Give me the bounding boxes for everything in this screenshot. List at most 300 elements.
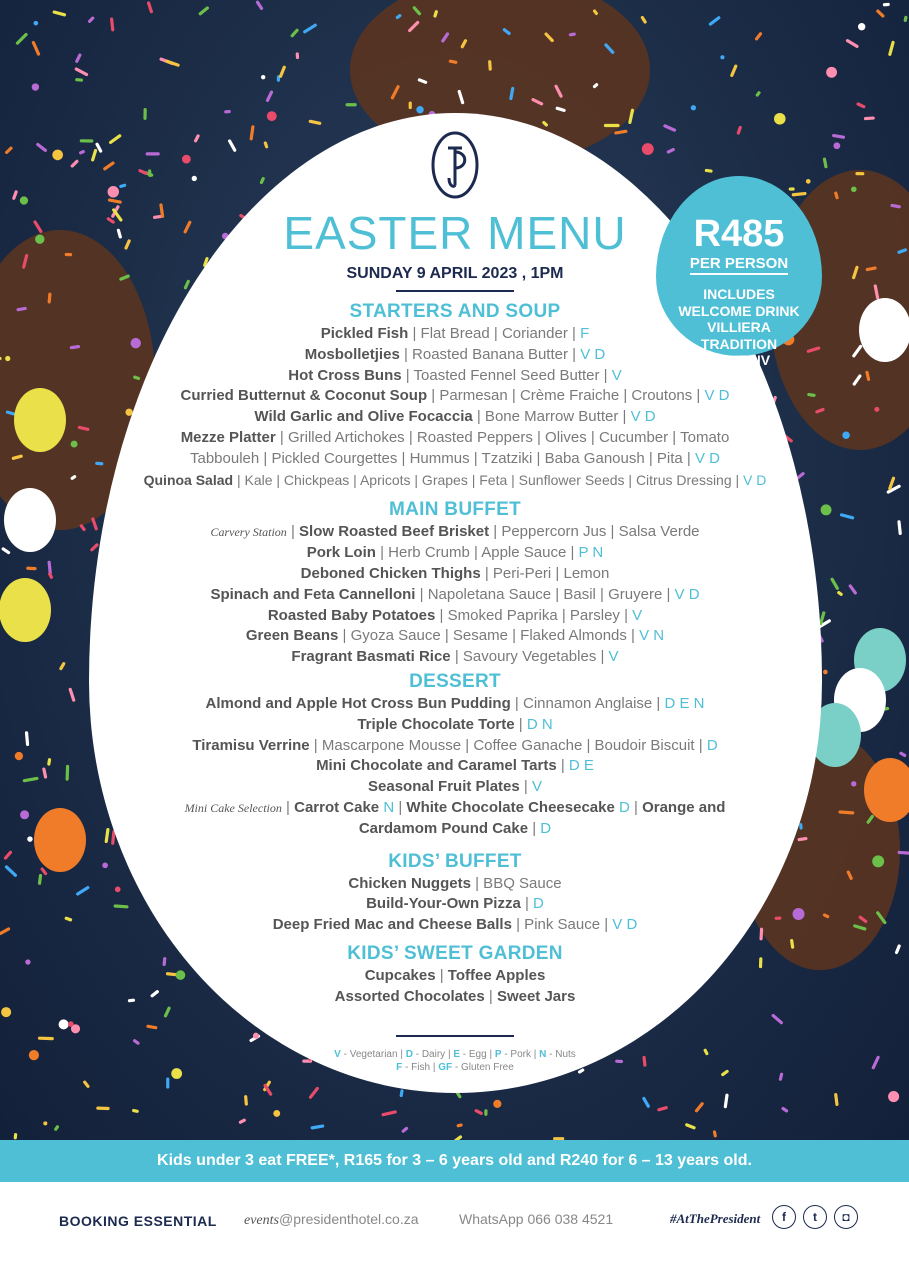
candy-dot: [806, 179, 811, 184]
dietary-tag: V: [608, 648, 619, 666]
sprinkle: [456, 1123, 463, 1128]
menu-item: [100, 819, 810, 840]
sprinkle: [59, 661, 66, 670]
menu-item: [100, 428, 810, 449]
sprinkle: [263, 141, 268, 149]
candy-dot: [261, 75, 265, 79]
dish-details: - Dairy |: [412, 1049, 454, 1060]
sprinkle: [399, 1089, 403, 1097]
dietary-tag: P N: [578, 544, 604, 562]
candy-dot: [20, 810, 29, 819]
includes-line: VILLIERA: [707, 319, 771, 335]
dish-name: Deboned Chicken Thighs: [300, 564, 481, 582]
station-label: Carvery Station: [210, 525, 287, 540]
email-link[interactable]: [244, 1211, 419, 1229]
section-title: DESSERT: [409, 670, 501, 692]
candy-dot: [68, 1021, 74, 1027]
dietary-tag: F: [580, 325, 590, 342]
legend-key: F: [396, 1062, 403, 1073]
sprinkle: [755, 91, 761, 98]
legend-key: D: [405, 1049, 413, 1060]
dish-details: | Grilled Artichokes | Roasted Peppers | Olives | Cucumber | Tomato: [275, 428, 730, 446]
dish-name: Mosbolletjies: [304, 345, 400, 363]
sprinkle: [79, 150, 86, 155]
dish-details: |: [281, 798, 295, 816]
candy-dot: [416, 106, 423, 113]
sprinkle: [296, 52, 300, 59]
sprinkle: [132, 1039, 140, 1046]
dietary-tag: V D: [580, 345, 606, 363]
candy-dot: [833, 142, 840, 149]
sprinkle: [143, 108, 146, 120]
footer: [0, 1182, 909, 1276]
sprinkle: [138, 169, 148, 176]
menu-section: [100, 850, 810, 936]
candy-dot: [826, 67, 837, 78]
sprinkle: [663, 124, 677, 133]
dish-details: |: [394, 798, 407, 816]
candy-dot: [71, 441, 78, 448]
candy-dot: [32, 83, 39, 90]
divider: [396, 1035, 514, 1037]
dish-name: Fragrant Basmati Rice: [291, 648, 451, 666]
menu-section: [100, 942, 810, 1008]
dish-details: | Gyoza Sauce | Sesame | Flaked Almonds |: [338, 627, 640, 645]
sprinkle: [82, 1080, 90, 1089]
dish-details: |: [514, 715, 527, 733]
dietary-tag: V N: [639, 627, 665, 645]
dish-name: Cupcakes: [364, 966, 436, 984]
sprinkle: [4, 865, 17, 878]
dietary-tag: V: [632, 606, 643, 624]
dish-details: | Bone Marrow Butter |: [472, 408, 631, 426]
booking-essential-label: BOOKING ESSENTIAL: [59, 1213, 217, 1229]
dish-details: |: [435, 966, 448, 984]
dish-name: White Chocolate Cheesecake: [406, 798, 615, 816]
dish-details: | Toasted Fennel Seed Butter |: [401, 366, 612, 384]
sprinkle: [640, 15, 647, 24]
candy-dot: [642, 143, 654, 155]
sprinkle: [381, 1110, 397, 1117]
sprinkle: [96, 1106, 109, 1110]
sprinkle: [730, 64, 738, 77]
dish-details: | Pink Sauce |: [511, 916, 613, 934]
dish-details: |: [528, 819, 541, 837]
candy-dot: [35, 234, 44, 243]
sprinkle: [604, 124, 620, 127]
candy-dot: [1, 1007, 11, 1017]
dish-name: Chicken Nuggets: [348, 874, 471, 892]
candy-egg: [14, 388, 66, 452]
candy-dot: [821, 504, 832, 515]
sprinkle: [308, 119, 321, 125]
candy-dot: [823, 670, 828, 675]
sprinkle: [871, 1055, 880, 1070]
candy-dot: [493, 1100, 501, 1108]
sprinkle: [708, 16, 721, 27]
includes-line: WELCOME DRINK: [678, 302, 800, 319]
dietary-tag: D E N: [664, 694, 705, 712]
sprinkle: [694, 1102, 704, 1113]
sprinkle: [290, 28, 299, 38]
sprinkle: [401, 1126, 409, 1133]
candy-dot: [15, 752, 23, 760]
sprinkle: [38, 1037, 54, 1041]
dish-name: Carrot Cake: [294, 798, 380, 816]
legend-key: E: [453, 1049, 460, 1060]
per-person-label: PER PERSON: [690, 255, 788, 275]
instagram-icon[interactable]: ◘: [834, 1205, 858, 1229]
dish-details: | BBQ Sauce: [470, 874, 562, 892]
menu-item: [100, 449, 810, 470]
legend-line: [100, 1061, 810, 1074]
sprinkle: [903, 16, 907, 23]
sprinkle: [91, 149, 98, 162]
legend-key: GF: [438, 1062, 453, 1073]
dietary-tag: N: [383, 798, 395, 816]
sprinkle: [823, 157, 828, 168]
sprinkle: [119, 183, 127, 188]
dish-name: Roasted Baby Potatoes: [267, 606, 436, 624]
sprinkle: [193, 134, 200, 143]
dietary-tag: D: [706, 736, 718, 754]
sprinkle: [166, 1078, 169, 1089]
menu-item: [100, 407, 810, 428]
candy-dot: [29, 1050, 39, 1060]
sprinkle: [47, 572, 53, 580]
sprinkle: [198, 6, 210, 16]
sprinkle: [894, 944, 901, 955]
sprinkle: [310, 1124, 324, 1130]
sprinkle: [888, 40, 895, 56]
dish-details: |: [556, 757, 569, 775]
dietary-tag: D: [533, 895, 544, 913]
sprinkle: [31, 40, 40, 56]
sprinkle: [771, 1013, 784, 1025]
sprinkle: [736, 125, 742, 135]
menu-item: [100, 798, 810, 819]
sprinkle: [224, 110, 231, 114]
sprinkle: [146, 152, 160, 155]
price-amount: R485: [693, 213, 785, 255]
candy-dot: [774, 113, 786, 125]
candy-dot: [888, 1091, 899, 1102]
sprinkle: [75, 885, 90, 896]
dish-details: | Flat Bread | Coriander |: [408, 325, 581, 342]
sprinkle: [685, 1123, 696, 1130]
sprinkle: [68, 687, 75, 702]
menu-item: [100, 606, 810, 627]
sprinkle: [346, 103, 357, 106]
sprinkle: [52, 10, 66, 17]
dish-details: |: [519, 778, 532, 796]
dish-name: Pork Loin: [306, 544, 376, 562]
whatsapp-contact[interactable]: WhatsApp 066 038 4521: [459, 1211, 614, 1227]
sprinkle: [22, 777, 38, 783]
candy-dot: [851, 781, 856, 786]
sprinkle: [837, 590, 844, 596]
sprinkle: [255, 0, 263, 11]
sprinkle: [65, 765, 69, 781]
menu-item: [100, 987, 810, 1008]
sprinkle: [302, 23, 317, 34]
sprinkle: [110, 17, 115, 31]
dish-name: Triple Chocolate Torte: [357, 715, 515, 733]
menu-item: [100, 564, 810, 585]
sprinkle: [108, 198, 122, 204]
sprinkle: [25, 731, 29, 746]
menu-item: [100, 966, 810, 987]
sprinkle: [855, 172, 864, 175]
dish-details: - Nuts: [546, 1049, 576, 1060]
sprinkle: [899, 751, 907, 758]
sprinkle: [103, 161, 116, 171]
menu-item: [100, 756, 810, 777]
dish-details: | Kale | Chickpeas | Apricots | Grapes | Feta | Sunflower Seeds | Citrus Dressing |: [233, 471, 744, 488]
hashtag: #AtThePresident: [670, 1211, 761, 1226]
sprinkle: [4, 146, 13, 155]
sprinkle: [832, 134, 845, 139]
menu-item: [100, 366, 810, 387]
sprinkle: [789, 187, 795, 190]
candy-dot: [182, 155, 191, 164]
menu-item: [100, 585, 810, 606]
sprinkle: [75, 78, 83, 82]
dish-details: | Roasted Banana Butter |: [399, 345, 581, 363]
includes-line: TRADITION: [700, 335, 778, 352]
menu-item: [100, 522, 810, 543]
dish-name: Quinoa Salad: [143, 471, 234, 488]
menu-sections: [100, 300, 810, 1008]
includes-line: BRUT NV: [707, 352, 771, 368]
menu-item: [100, 777, 810, 798]
sprinkle: [876, 9, 886, 18]
sprinkle: [1, 547, 11, 555]
sprinkle: [308, 1086, 319, 1099]
dietary-tag: V D: [704, 387, 730, 405]
menu-item: [100, 894, 810, 915]
dietary-tag: D E: [568, 757, 594, 775]
menu-item: [100, 470, 810, 491]
section-title: KIDS’ SWEET GARDEN: [347, 942, 563, 964]
dietary-tag: V: [531, 778, 542, 796]
sprinkle: [249, 125, 254, 141]
dish-details: - Fish |: [402, 1062, 439, 1073]
candy-egg: [859, 298, 909, 362]
facebook-icon[interactable]: f: [772, 1205, 796, 1229]
kids-pricing-banner: Kids under 3 eat FREE*, R165 for 3 – 6 years old and R240 for 6 – 13 years old.: [0, 1140, 909, 1182]
sprinkle: [279, 65, 287, 78]
sprinkle: [163, 1006, 171, 1018]
candy-dot: [691, 105, 696, 110]
sprinkle: [33, 220, 43, 234]
sprinkle: [70, 159, 79, 168]
price-includes: [656, 286, 822, 369]
sprinkle: [91, 517, 98, 531]
sprinkle: [265, 90, 273, 102]
station-label: Mini Cake Selection: [184, 800, 282, 815]
dish-details: - Vegetarian |: [340, 1049, 406, 1060]
dietary-tag: V D: [674, 585, 700, 603]
dish-details: |: [484, 987, 497, 1005]
candy-dot: [108, 186, 119, 197]
dish-details: | Smoked Paprika | Parsley |: [435, 606, 633, 624]
sprinkle: [897, 520, 902, 535]
dietary-tag: D: [540, 819, 552, 837]
candy-dot: [20, 196, 28, 204]
dish-name: Curried Butternut & Coconut Soup: [180, 387, 428, 405]
sprinkle: [146, 1024, 158, 1029]
sprinkle: [484, 1109, 487, 1116]
candy-dot: [842, 432, 850, 440]
sprinkle: [54, 1125, 60, 1132]
candy-dot: [253, 1033, 259, 1039]
dietary-tag: D N: [526, 715, 553, 733]
menu-item: [100, 715, 810, 736]
section-title: MAIN BUFFET: [388, 499, 522, 521]
sprinkle: [42, 767, 47, 779]
dish-name: Orange and: [642, 798, 726, 816]
dish-name: Build-Your-Own Pizza: [366, 895, 521, 913]
candy-dot: [872, 855, 884, 867]
divider: [396, 290, 514, 292]
dish-details: | Peri-Peri | Lemon: [480, 564, 610, 582]
sprinkle: [47, 758, 51, 766]
candy-dot: [5, 356, 10, 361]
dish-name: Mezze Platter: [180, 428, 276, 446]
hotel-logo: [430, 130, 480, 200]
candy-egg: [34, 808, 86, 872]
email-prefix: events: [244, 1213, 279, 1228]
candy-dot: [43, 1121, 47, 1125]
sprinkle: [80, 139, 94, 142]
dish-details: | Napoletana Sauce | Basil | Gruyere |: [415, 585, 675, 603]
sprinkle: [38, 874, 43, 885]
sprinkle: [238, 1118, 246, 1124]
dish-name: Toffee Apples: [447, 966, 546, 984]
sprinkle: [840, 513, 855, 520]
dish-name: Sweet Jars: [496, 987, 576, 1005]
sprinkle: [666, 147, 675, 154]
sprinkle: [74, 67, 89, 77]
sprinkle: [75, 53, 82, 64]
sprinkle: [36, 142, 48, 152]
candy-egg: [0, 578, 51, 642]
menu-item: [100, 915, 810, 936]
sprinkle: [834, 1093, 839, 1106]
sprinkle: [781, 1106, 789, 1113]
dish-name: Slow Roasted Beef Brisket: [299, 523, 490, 541]
menu-item: [100, 626, 810, 647]
price-per-person: [656, 256, 822, 272]
dish-name: Deep Fried Mac and Cheese Balls: [272, 916, 512, 934]
dish-details: |: [629, 798, 643, 816]
sprinkle: [474, 1109, 483, 1116]
dish-name: Spinach and Feta Cannelloni: [210, 585, 416, 603]
dish-name: Pickled Fish: [320, 325, 409, 342]
candy-dot: [25, 959, 30, 964]
sprinkle: [259, 176, 265, 184]
page-title: EASTER MENU: [283, 207, 627, 259]
dish-details: - Egg |: [460, 1049, 495, 1060]
dish-name: Cardamom Pound Cake: [358, 819, 529, 837]
candy-dot: [858, 23, 865, 30]
menu-item: [100, 543, 810, 564]
section-title: KIDS’ BUFFET: [388, 850, 522, 872]
dish-name: Green Beans: [245, 627, 339, 645]
candy-dot: [59, 1019, 69, 1029]
dish-details: | Savoury Vegetables |: [450, 648, 609, 666]
dish-name: Wild Garlic and Olive Focaccia: [254, 408, 473, 426]
sprinkle: [26, 567, 37, 571]
candy-dot: [52, 150, 63, 161]
dish-details: - Gluten Free: [452, 1062, 514, 1073]
sprinkle: [713, 1130, 718, 1138]
dish-details: |: [520, 895, 534, 913]
sprinkle: [657, 1106, 668, 1112]
legend-key: N: [539, 1049, 547, 1060]
dish-name: Mini Chocolate and Caramel Tarts: [316, 757, 557, 775]
dish-details: Tabbouleh | Pickled Courgettes | Hummus | Tzatziki | Baba Ganoush | Pita |: [189, 449, 695, 467]
candy-dot: [27, 836, 32, 841]
sprinkle: [132, 1109, 139, 1114]
dish-details: |: [286, 523, 300, 541]
sprinkle: [14, 1133, 18, 1140]
candy-dot: [34, 21, 39, 26]
sprinkle: [0, 927, 11, 936]
includes-line: INCLUDES: [703, 286, 775, 302]
candy-egg: [4, 488, 56, 552]
dish-name: Almond and Apple Hot Cross Bun Pudding: [205, 694, 511, 712]
sprinkle: [64, 916, 72, 922]
candy-dot: [720, 55, 724, 59]
menu-item: [100, 736, 810, 757]
sprinkle: [65, 253, 73, 256]
sprinkle: [856, 102, 866, 109]
menu-item: [100, 694, 810, 715]
dish-name: Hot Cross Buns: [288, 366, 402, 384]
dietary-tag: V D: [630, 408, 656, 426]
sprinkle: [754, 32, 762, 42]
dietary-tag: V D: [743, 471, 767, 488]
email-domain: @presidenthotel.co.za: [278, 1211, 419, 1227]
sprinkle: [15, 32, 28, 45]
menu-item: [100, 874, 810, 895]
dish-details: | Cinnamon Anglaise |: [510, 694, 665, 712]
dietary-tag: V: [611, 366, 622, 384]
sprinkle: [87, 16, 95, 24]
dish-details: | Herb Crumb | Apple Sauce |: [375, 544, 579, 562]
dietary-tag: D: [618, 798, 630, 816]
sprinkle: [3, 850, 12, 860]
candy-dot: [851, 186, 857, 192]
menu-item: [100, 647, 810, 668]
sprinkle: [830, 577, 840, 590]
event-date: SUNDAY 9 APRIL 2023 , 1PM: [346, 265, 564, 282]
dish-details: - Pork |: [501, 1049, 540, 1060]
dietary-legend: [100, 1048, 810, 1074]
dish-name: Tiramisu Verrine: [192, 736, 310, 754]
legend-line: [100, 1048, 810, 1061]
dish-details: | Parmesan | Crème Fraiche | Croutons |: [427, 387, 705, 405]
twitter-icon[interactable]: t: [803, 1205, 827, 1229]
legend-key: P: [494, 1049, 502, 1060]
candy-dot: [192, 176, 197, 181]
dietary-tag: V D: [695, 449, 721, 467]
dietary-tag: V D: [612, 916, 638, 934]
sprinkle: [244, 1095, 248, 1106]
sprinkle: [724, 1093, 729, 1108]
